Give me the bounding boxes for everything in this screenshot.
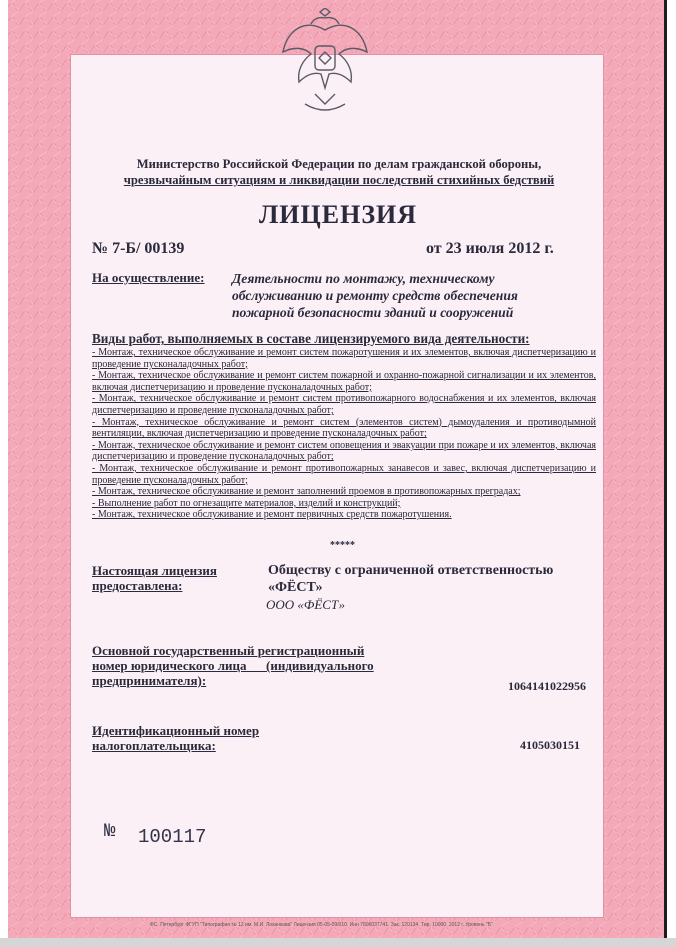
works-heading: Виды работ, выполняемых в составе лицензируемого вида деятельности: (92, 331, 530, 346)
separator-stars: ***** (330, 540, 355, 551)
works-item: - Монтаж, техническое обслуживание и ремонт систем пожаротушения и их элементов, включая диспетчеризацию и проведение пусконаладочных работ; (92, 347, 596, 370)
double-headed-eagle-emblem (275, 8, 375, 118)
inn-value: 4105030151 (520, 738, 580, 752)
activity-description: Деятельности по монтажу, техническому обслуживанию и ремонту средств обеспечения пожарной безопасности зданий и сооружений (232, 271, 518, 320)
works-item: - Монтаж, техническое обслуживание и ремонт систем противопожарного водоснабжения и их элементов, включая диспетчеризацию и проведение пусконаладочных работ; (92, 393, 596, 416)
works-item: - Монтаж, техническое обслуживание и ремонт противопожарных занавесов и завес, включая диспетчеризацию и проведение пусконаладочных работ; (92, 462, 596, 486)
inn-label-line-2: налогоплательщика: (92, 738, 216, 753)
ogrn-label-line-3: предпринимателя): (92, 673, 207, 688)
ministry-line-2: чрезвычайным ситуациям и ликвидации последствий стихийных бедствий (123, 173, 555, 187)
company-short-name: ООО «ФЁСТ» (266, 597, 346, 612)
grant-label: Настоящая лицензия предоставлена: (92, 563, 217, 593)
purpose-label: На осуществление: (92, 270, 205, 285)
works-list (92, 347, 596, 521)
ministry-heading (104, 156, 574, 188)
document-title: ЛИЦЕНЗИЯ (258, 200, 418, 229)
ogrn-label (92, 643, 422, 688)
inn-label (92, 723, 292, 753)
company-name (268, 562, 553, 596)
works-item: - Монтаж, техническое обслуживание и ремонт заполнений проемов в противопожарных преградах; (92, 486, 521, 498)
inn-label-line-1: Идентификационный номер (92, 723, 260, 738)
ogrn-label-line-2: номер юридического лица (индивидуального (92, 658, 374, 673)
works-item: - Монтаж, техническое обслуживание и ремонт первичных средств пожаротушения. (92, 509, 452, 521)
works-item: - Монтаж, техническое обслуживание и ремонт систем (элементов систем) дымоудаления и противодымной вентиляции, включая диспетчеризацию и проведение пусконаладочных работ; (92, 416, 596, 440)
license-date: от 23 июля 2012 г. (426, 240, 554, 257)
license-number: № 7-Б/ 00139 (92, 240, 185, 257)
company-line-1: Обществу с ограниченной ответственностью (268, 563, 554, 578)
works-item: - Монтаж, техническое обслуживание и ремонт систем пожарной и охранно-пожарной сигнализации и их элементов, включая диспетчеризацию и проведение пусконаладочных работ; (92, 370, 596, 393)
scan-edge-bottom (0, 938, 676, 947)
serial-number: 100117 (138, 826, 207, 848)
works-item: - Монтаж, техническое обслуживание и ремонт систем оповещения и эвакуации при пожаре и их элементов, включая диспетчеризацию и проведение пусконаладочных работ; (92, 439, 596, 463)
printer-imprint: ФС. Петербург ФГУП "Типография № 12 им. М.И. Лоханкова" Лицензия 05-05-09/010. Инн 7806037741. Зак. 120134. Тир. 10000. 2012 г. Уровень "Б" (150, 922, 493, 928)
ogrn-label-line-1: Основной государственный регистрационный (92, 643, 365, 658)
ministry-line-1: Министерство Российской Федерации по делам гражданской обороны, (136, 157, 542, 171)
scan-edge-dark (664, 0, 667, 947)
works-item: - Выполнение работ по огнезащите материалов, изделий и конструкций; (92, 497, 401, 509)
company-line-2: «ФЁСТ» (268, 580, 323, 595)
serial-number-label: № (104, 820, 116, 842)
ogrn-value: 1064141022956 (508, 679, 586, 693)
